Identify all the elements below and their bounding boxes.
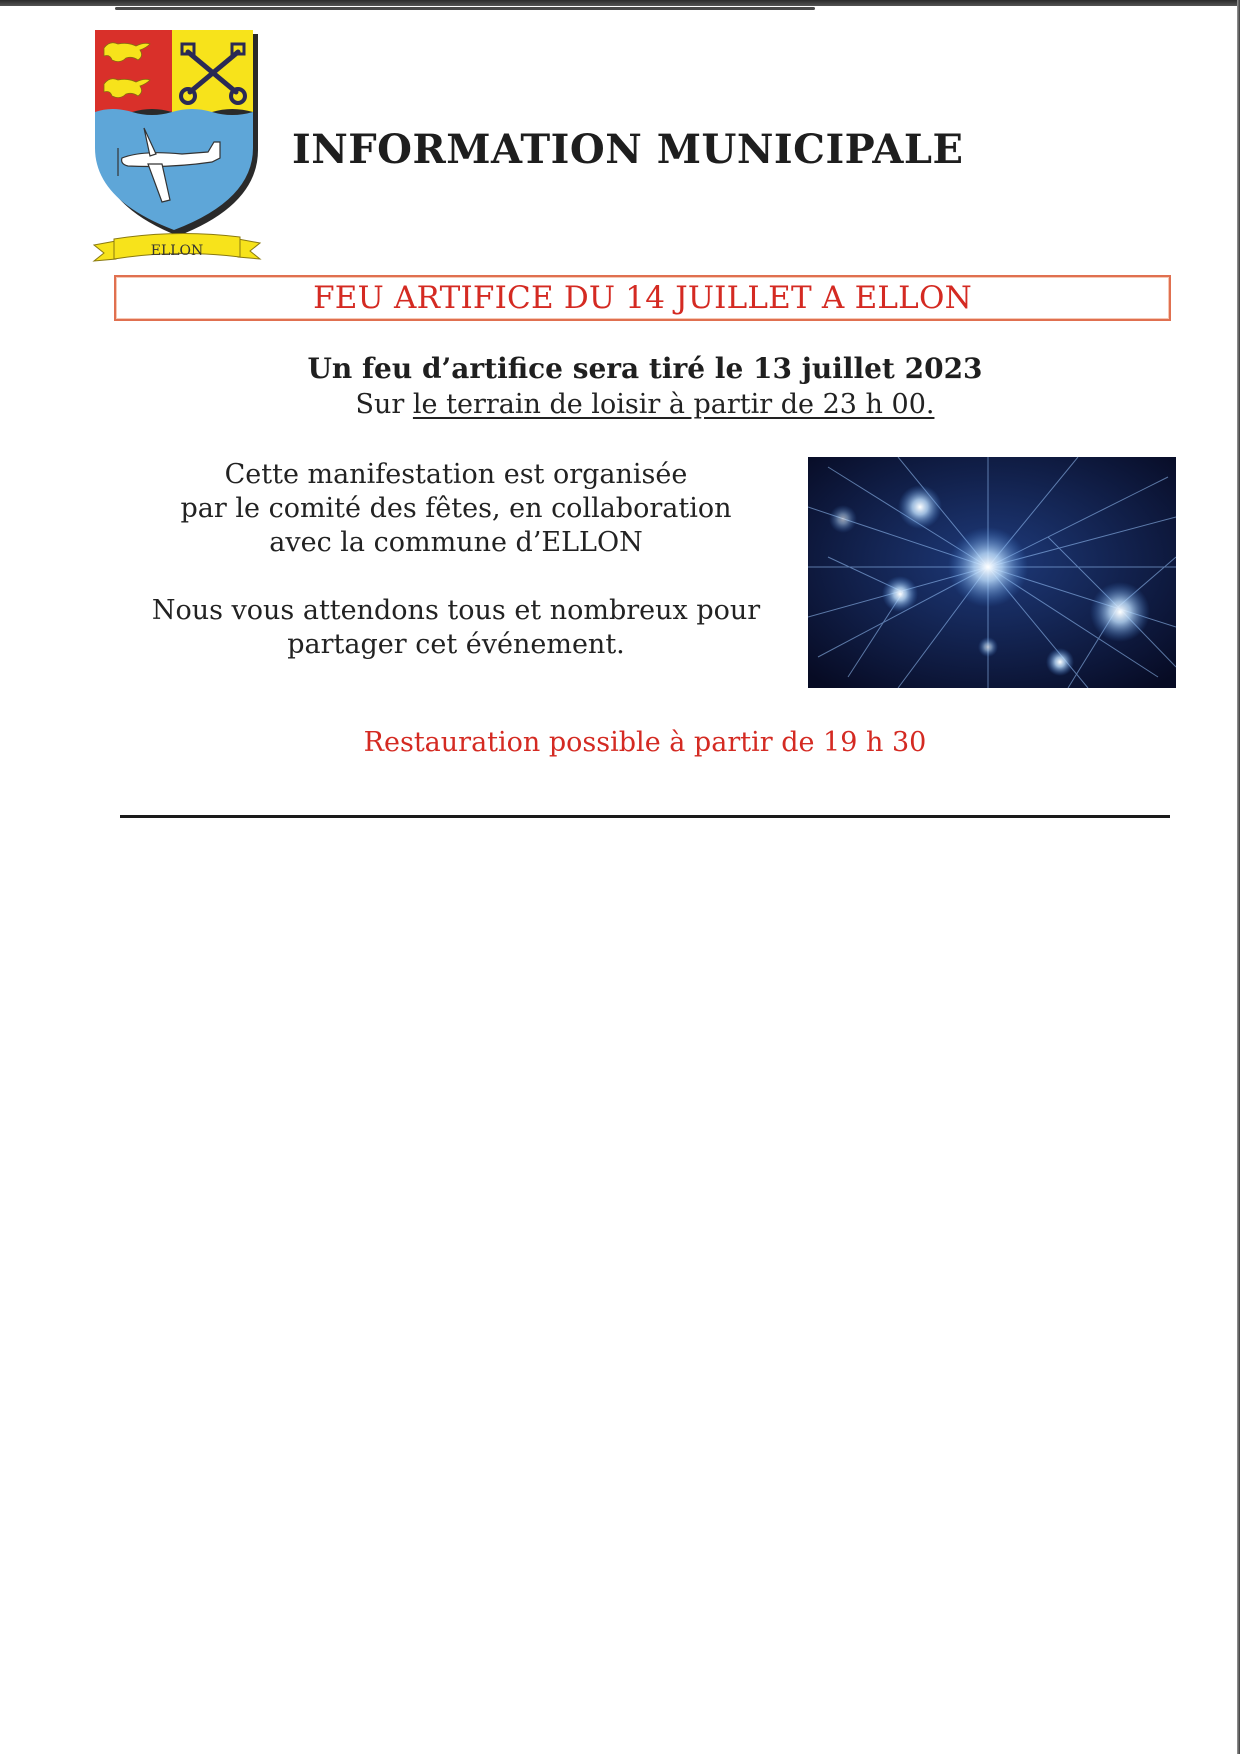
event-title: FEU ARTIFICE DU 14 JUILLET A ELLON [313,280,972,316]
horizontal-divider [120,815,1170,818]
catering-note: Restauration possible à partir de 19 h 30 [363,727,927,758]
announcement-date: Un feu d’artifice sera tiré le 13 juillet 2023 [307,352,983,385]
location-underlined: le terrain de loisir à partir de 23 h 00. [412,389,935,420]
body-line: Nous vous attendons tous et nombreux pour [151,595,761,626]
fireworks-image [808,457,1176,688]
body-line: partager cet événement. [287,629,625,660]
svg-text:ELLON: ELLON [150,243,204,259]
location-prefix: Sur [355,389,413,420]
scan-edge-top [0,0,1240,6]
body-line: par le comité des fêtes, en collaboration [180,493,732,524]
scan-edge-curl [115,7,815,10]
page-title: INFORMATION MUNICIPALE [292,126,964,173]
body-line: Cette manifestation est organisée [224,459,688,490]
body-text [118,458,794,662]
event-title-box [114,275,1171,321]
body-line: avec la commune d’ELLON [269,527,643,558]
announcement-location [0,389,1240,420]
coat-of-arms-logo [92,30,262,265]
name-banner [94,233,260,261]
